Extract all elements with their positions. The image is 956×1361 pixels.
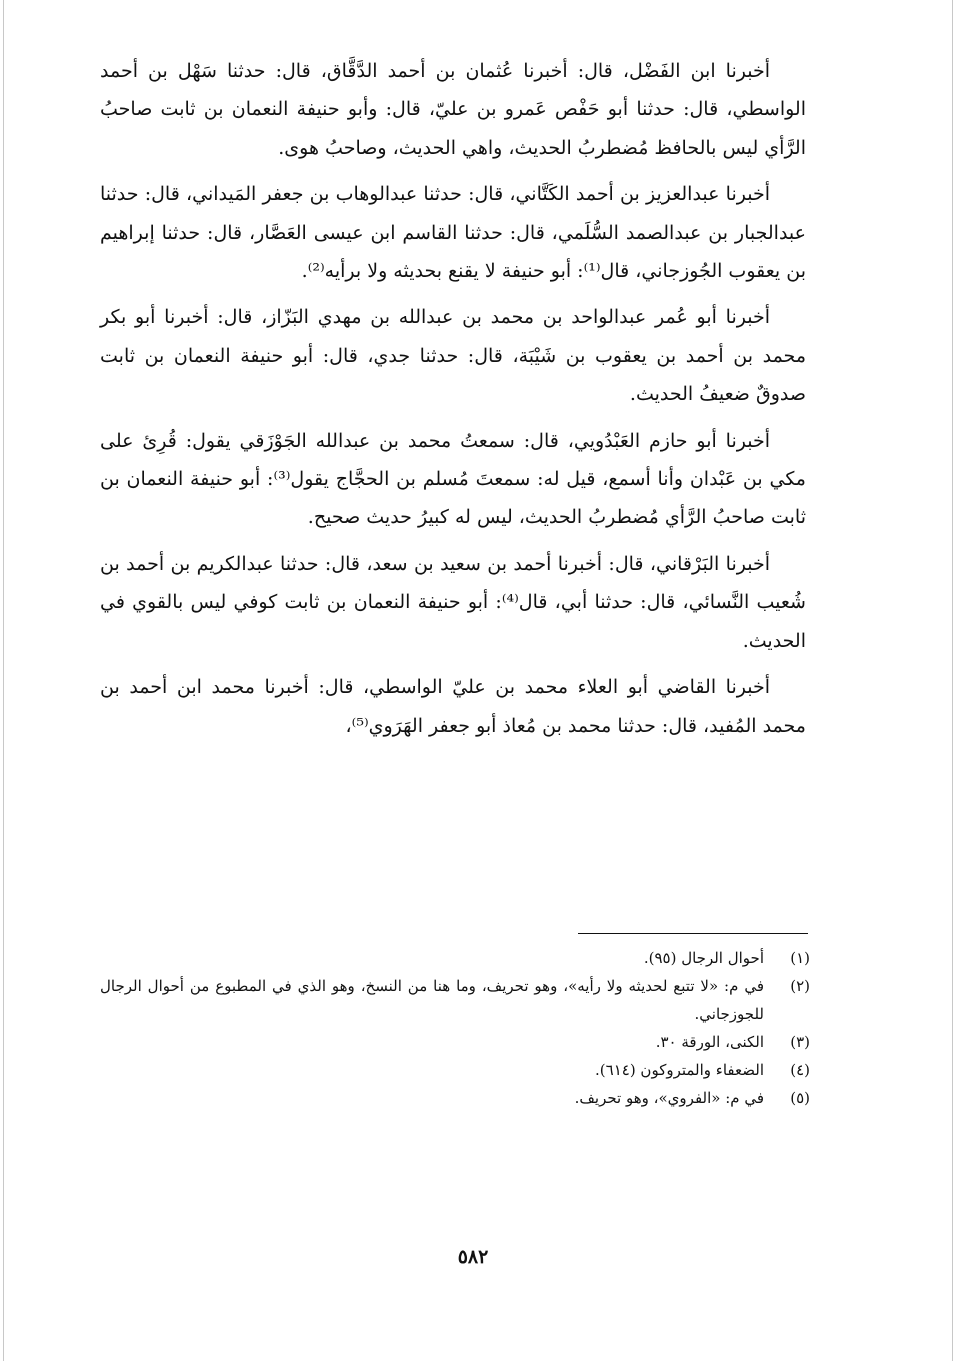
paragraph-5: أخبرنا البَرْقاني، قال: أخبرنا أحمد بن سعيد بن سعد، قال: حدثنا عبدالكريم بن أحمد بن شُعيب النَّسائي، قال: حدثنا أبي، قال⁽⁴⁾: أبو حنيفة النعمان بن ثابت كوفي ليس بالقوي في الحديث. [100, 552, 806, 652]
paragraph-4: أخبرنا أبو حازم العَبْدُويي، قال: سمعتُ محمد بن عبدالله الجَوْزَقي يقول: قُرِئ على مكي بن عَبْدان وأنا أسمع، قيل له: سمعتَ مُسلم بن الحجَّاج يقول⁽³⁾: أبو حنيفة النعمان بن ثابت صاحبُ الرَّأي مُضطربُ الحديث، ليس له كبيرُ حديث صحيح. [100, 429, 806, 529]
footnote-text: في م: «الفروي»، وهو تحريف. [574, 1089, 764, 1107]
footnote-5 [100, 1084, 810, 1112]
page-number: ٥٨٢ [457, 1246, 489, 1268]
footnote-text: الكنى، الورقة ٣٠. [655, 1033, 764, 1051]
footnote-number: (٣) [790, 1033, 810, 1051]
paragraph-6: أخبرنا القاضي أبو العلاء محمد بن عليّ الواسطي، قال: أخبرنا محمد ابن أحمد بن محمد المُفيد، قال: حدثنا محمد بن مُعاذ أبو جعفر الهَرَوي⁽⁵⁾، [100, 676, 806, 737]
footnote-number: (٥) [790, 1089, 810, 1107]
footnote-3 [100, 1028, 810, 1056]
footnote-number: (٢) [790, 977, 810, 995]
footnote-1 [100, 944, 810, 972]
footnote-text: في م: «لا تتبع لحديثه ولا رأيه»، وهو تحريف، وما هنا من النسخ، وهو الذي في المطبوع من أحوال الرجال للجوزجاني. [100, 977, 764, 1023]
footnote-number: (١) [790, 949, 810, 967]
scan-edge-right [952, 0, 953, 1361]
footnote-4 [100, 1056, 810, 1084]
main-text [100, 52, 806, 753]
paragraph-3: أخبرنا أبو عُمر عبدالواحد بن محمد بن عبدالله بن مهدي البَزّاز، قال: أخبرنا أبو بكر محمد بن أحمد بن يعقوب بن شَيْبَة، قال: حدثنا جدي، قال: أبو حنيفة النعمان بن ثابت صدوقٌ ضعيفُ الحديث. [100, 306, 806, 406]
footnote-text: أحوال الرجال (٩٥). [643, 949, 764, 967]
footnotes [100, 944, 810, 1112]
footnote-number: (٤) [790, 1061, 810, 1079]
paragraph-1: أخبرنا ابن الفَضْل، قال: أخبرنا عُثمان بن أحمد الدَّقَّاق، قال: حدثنا سَهْل بن أحمد الواسطي، قال: حدثنا أبو حَفْص عَمرو بن عليّ، قال: وأبو حنيفة النعمان بن ثابت صاحبُ الرَّأي ليس بالحافظ مُضطربُ الحديث، واهي الحديث، وصاحبُ هوى. [100, 60, 806, 159]
paragraph-2: أخبرنا عبدالعزيز بن أحمد الكَتَّاني، قال: حدثنا عبدالوهاب بن جعفر المَيداني، قال: حدثنا عبدالجبار بن عبدالصمد السُّلَمي، قال: حدثنا القاسم ابن عيسى العَصَّار، قال: حدثنا إبراهيم بن يعقوب الجُوزجاني، قال⁽¹⁾: أبو حنيفة لا يقنع بحديثه ولا برأيه⁽²⁾. [100, 183, 806, 283]
scan-edge-left [3, 0, 4, 1361]
footnote-2 [100, 972, 810, 1028]
footnote-text: الضعفاء والمتروكون (٦١٤). [595, 1061, 764, 1079]
footnote-separator [578, 933, 808, 934]
